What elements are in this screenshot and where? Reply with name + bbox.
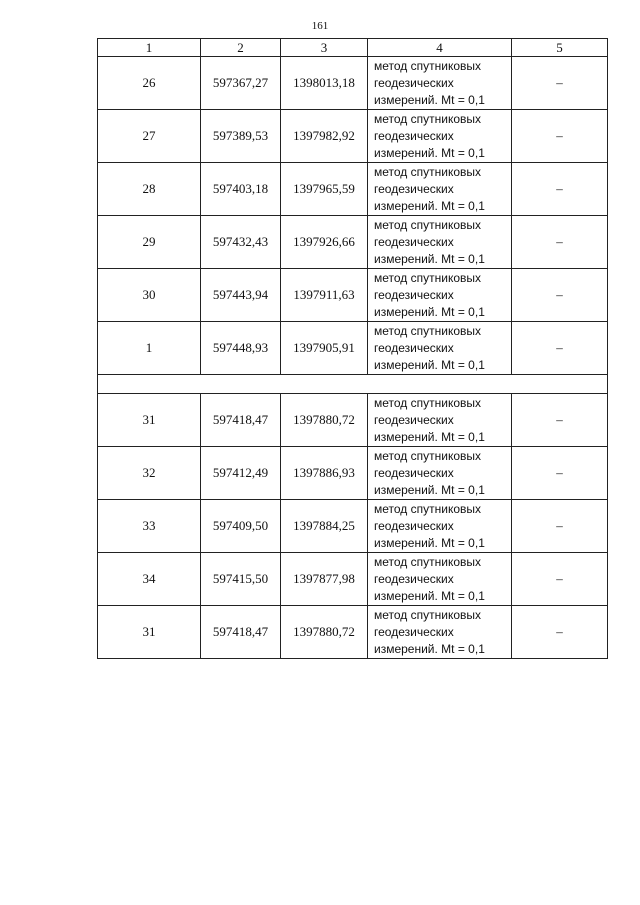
point-number-cell: 1 bbox=[98, 322, 201, 375]
method-line: измерений. Mt = 0,1 bbox=[374, 641, 485, 656]
point-number-cell: 32 bbox=[98, 447, 201, 500]
header-cell: 2 bbox=[201, 39, 281, 57]
coordinate-y-cell: 1397905,91 bbox=[281, 322, 368, 375]
method-line: измерений. Mt = 0,1 bbox=[374, 145, 485, 160]
method-line: метод спутниковых bbox=[374, 501, 482, 516]
point-number-cell: 33 bbox=[98, 500, 201, 553]
table-header bbox=[98, 39, 608, 57]
point-number-cell: 31 bbox=[98, 394, 201, 447]
method-line: измерений. Mt = 0,1 bbox=[374, 304, 485, 319]
method-line: метод спутниковых bbox=[374, 270, 482, 285]
header-cell: 4 bbox=[368, 39, 512, 57]
table-row bbox=[98, 110, 608, 163]
table-row bbox=[98, 163, 608, 216]
method-cell bbox=[368, 216, 512, 269]
coordinate-x-cell: 597403,18 bbox=[201, 163, 281, 216]
separator-row bbox=[98, 375, 608, 394]
separator-cell bbox=[98, 375, 608, 394]
method-line: измерений. Mt = 0,1 bbox=[374, 588, 485, 603]
header-row bbox=[98, 39, 608, 57]
note-cell: – bbox=[512, 110, 608, 163]
coordinate-y-cell: 1397877,98 bbox=[281, 553, 368, 606]
note-cell: – bbox=[512, 216, 608, 269]
method-cell bbox=[368, 322, 512, 375]
point-number-cell: 28 bbox=[98, 163, 201, 216]
method-line: метод спутниковых bbox=[374, 58, 482, 73]
table-row bbox=[98, 322, 608, 375]
coordinate-x-cell: 597412,49 bbox=[201, 447, 281, 500]
method-line: метод спутниковых bbox=[374, 323, 482, 338]
coordinate-y-cell: 1397886,93 bbox=[281, 447, 368, 500]
method-line: метод спутниковых bbox=[374, 395, 482, 410]
coordinate-y-cell: 1397965,59 bbox=[281, 163, 368, 216]
point-number-cell: 30 bbox=[98, 269, 201, 322]
method-cell bbox=[368, 606, 512, 659]
note-cell: – bbox=[512, 553, 608, 606]
coordinate-x-cell: 597448,93 bbox=[201, 322, 281, 375]
method-line: геодезических bbox=[374, 571, 454, 586]
method-line: геодезических bbox=[374, 181, 454, 196]
note-cell: – bbox=[512, 447, 608, 500]
coordinate-y-cell: 1398013,18 bbox=[281, 57, 368, 110]
method-cell bbox=[368, 447, 512, 500]
table-row bbox=[98, 216, 608, 269]
method-line: измерений. Mt = 0,1 bbox=[374, 429, 485, 444]
page-number: 161 bbox=[311, 20, 329, 32]
coordinate-x-cell: 597389,53 bbox=[201, 110, 281, 163]
note-cell: – bbox=[512, 163, 608, 216]
point-number-cell: 29 bbox=[98, 216, 201, 269]
method-line: метод спутниковых bbox=[374, 554, 482, 569]
coordinate-y-cell: 1397982,92 bbox=[281, 110, 368, 163]
method-line: измерений. Mt = 0,1 bbox=[374, 92, 485, 107]
table-body bbox=[98, 57, 608, 659]
coordinate-x-cell: 597418,47 bbox=[201, 606, 281, 659]
coordinates-table bbox=[97, 38, 608, 659]
method-line: метод спутниковых bbox=[374, 164, 482, 179]
coordinate-y-cell: 1397926,66 bbox=[281, 216, 368, 269]
method-line: геодезических bbox=[374, 518, 454, 533]
table-row bbox=[98, 57, 608, 110]
method-line: геодезических bbox=[374, 234, 454, 249]
method-line: геодезических bbox=[374, 465, 454, 480]
method-line: измерений. Mt = 0,1 bbox=[374, 482, 485, 497]
coordinate-y-cell: 1397884,25 bbox=[281, 500, 368, 553]
coordinate-x-cell: 597418,47 bbox=[201, 394, 281, 447]
table-row bbox=[98, 447, 608, 500]
coordinate-y-cell: 1397880,72 bbox=[281, 394, 368, 447]
method-cell bbox=[368, 57, 512, 110]
method-line: измерений. Mt = 0,1 bbox=[374, 251, 485, 266]
point-number-cell: 34 bbox=[98, 553, 201, 606]
method-line: геодезических bbox=[374, 340, 454, 355]
header-cell: 1 bbox=[98, 39, 201, 57]
note-cell: – bbox=[512, 269, 608, 322]
method-line: геодезических bbox=[374, 75, 454, 90]
note-cell: – bbox=[512, 57, 608, 110]
note-cell: – bbox=[512, 322, 608, 375]
method-line: геодезических bbox=[374, 128, 454, 143]
method-line: геодезических bbox=[374, 287, 454, 302]
header-cell: 3 bbox=[281, 39, 368, 57]
method-line: измерений. Mt = 0,1 bbox=[374, 535, 485, 550]
coordinate-y-cell: 1397880,72 bbox=[281, 606, 368, 659]
note-cell: – bbox=[512, 606, 608, 659]
method-line: геодезических bbox=[374, 412, 454, 427]
table-row bbox=[98, 269, 608, 322]
table-row bbox=[98, 606, 608, 659]
note-cell: – bbox=[512, 500, 608, 553]
method-line: геодезических bbox=[374, 624, 454, 639]
method-cell bbox=[368, 163, 512, 216]
method-cell bbox=[368, 553, 512, 606]
point-number-cell: 27 bbox=[98, 110, 201, 163]
table-row bbox=[98, 394, 608, 447]
method-line: метод спутниковых bbox=[374, 448, 482, 463]
coordinate-x-cell: 597443,94 bbox=[201, 269, 281, 322]
header-cell: 5 bbox=[512, 39, 608, 57]
method-line: измерений. Mt = 0,1 bbox=[374, 198, 485, 213]
note-cell: – bbox=[512, 394, 608, 447]
method-line: метод спутниковых bbox=[374, 111, 482, 126]
point-number-cell: 26 bbox=[98, 57, 201, 110]
method-cell bbox=[368, 500, 512, 553]
table-row bbox=[98, 553, 608, 606]
coordinate-x-cell: 597409,50 bbox=[201, 500, 281, 553]
method-line: метод спутниковых bbox=[374, 607, 482, 622]
coordinate-x-cell: 597367,27 bbox=[201, 57, 281, 110]
table-row bbox=[98, 500, 608, 553]
method-cell bbox=[368, 269, 512, 322]
coordinate-x-cell: 597432,43 bbox=[201, 216, 281, 269]
method-line: метод спутниковых bbox=[374, 217, 482, 232]
method-cell bbox=[368, 110, 512, 163]
method-cell bbox=[368, 394, 512, 447]
coordinate-y-cell: 1397911,63 bbox=[281, 269, 368, 322]
coordinate-x-cell: 597415,50 bbox=[201, 553, 281, 606]
point-number-cell: 31 bbox=[98, 606, 201, 659]
method-line: измерений. Mt = 0,1 bbox=[374, 357, 485, 372]
